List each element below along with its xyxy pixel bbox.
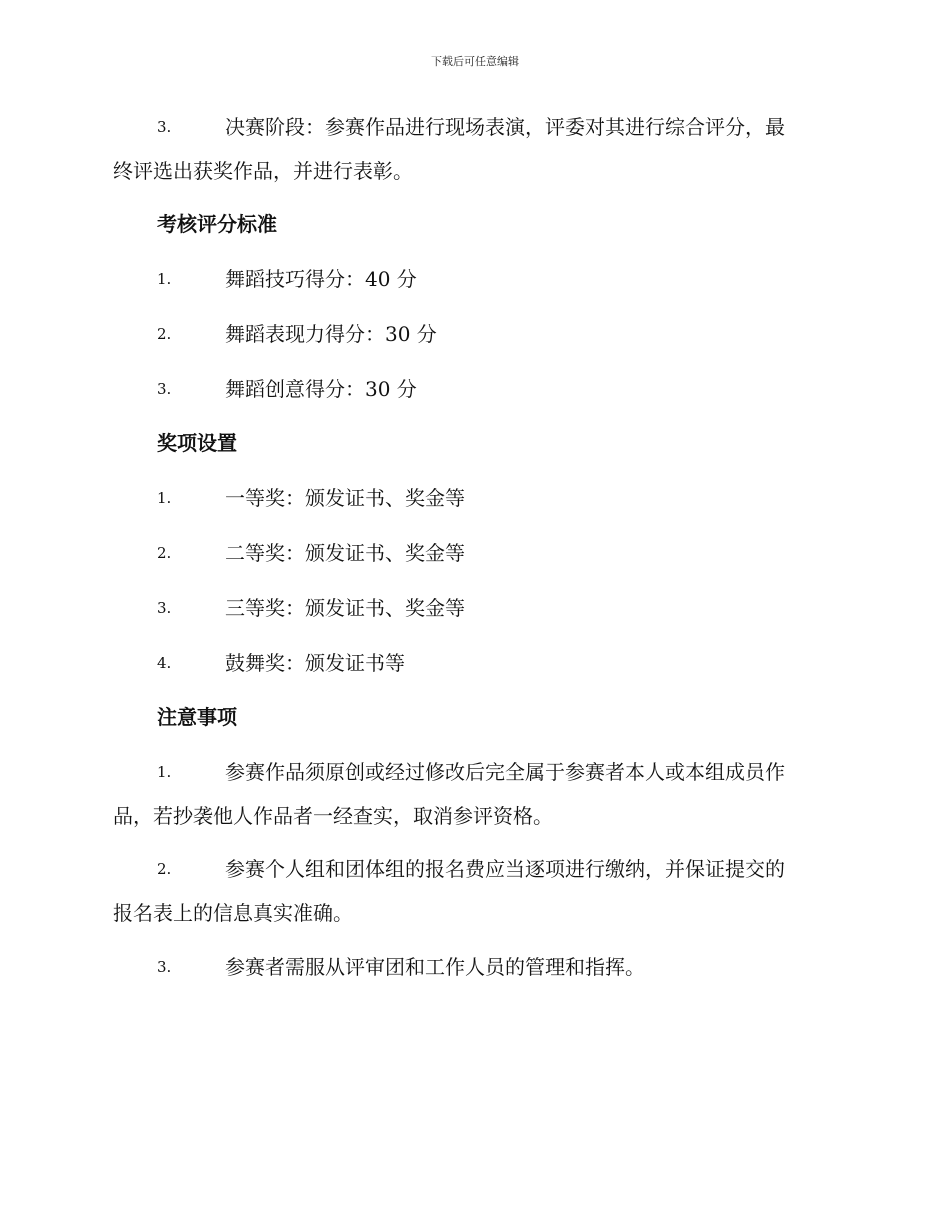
notes-paragraph: [113, 750, 835, 838]
paragraph-line: 决赛阶段：参赛作品进行现场表演，评委对其进行综合评分，最: [225, 115, 785, 139]
list-number: 2.: [157, 544, 172, 562]
list-number: 2.: [157, 860, 172, 878]
list-item-text: 舞蹈技巧得分：40 分: [225, 267, 417, 291]
paragraph-line: 参赛作品须原创或经过修改后完全属于参赛者本人或本组成员作: [225, 760, 785, 784]
list-number: 1.: [157, 763, 172, 781]
list-item-text: 三等奖：颁发证书、奖金等: [225, 596, 465, 620]
list-number: 4.: [157, 654, 172, 672]
section-heading-awards: 奖项设置: [157, 431, 237, 455]
final-stage-paragraph: [113, 105, 835, 193]
list-number: 3.: [157, 118, 172, 136]
list-item-text: 舞蹈创意得分：30 分: [225, 377, 417, 401]
list-number: 3.: [157, 599, 172, 617]
notes-paragraph: [113, 847, 835, 935]
list-item-text: 鼓舞奖：颁发证书等: [225, 651, 405, 675]
list-number: 3.: [157, 380, 172, 398]
list-item-text: 二等奖：颁发证书、奖金等: [225, 541, 465, 565]
notes-paragraph: [113, 945, 835, 989]
paragraph-line: 品，若抄袭他人作品者一经查实，取消参评资格。: [113, 804, 553, 828]
paragraph-line: 报名表上的信息真实准确。: [113, 901, 353, 925]
section-heading-notes: 注意事项: [157, 705, 237, 729]
section-heading-scoring: 考核评分标准: [157, 212, 277, 236]
paragraph-line: 终评选出获奖作品，并进行表彰。: [113, 159, 413, 183]
list-number: 3.: [157, 958, 172, 976]
paragraph-line: 参赛个人组和团体组的报名费应当逐项进行缴纳，并保证提交的: [225, 857, 785, 881]
paragraph-line: 参赛者需服从评审团和工作人员的管理和指挥。: [225, 955, 645, 979]
list-item-text: 舞蹈表现力得分：30 分: [225, 322, 437, 346]
list-number: 1.: [157, 270, 172, 288]
list-number: 2.: [157, 325, 172, 343]
list-item-text: 一等奖：颁发证书、奖金等: [225, 486, 465, 510]
list-number: 1.: [157, 489, 172, 507]
page-header-note: 下载后可任意编辑: [431, 55, 519, 68]
